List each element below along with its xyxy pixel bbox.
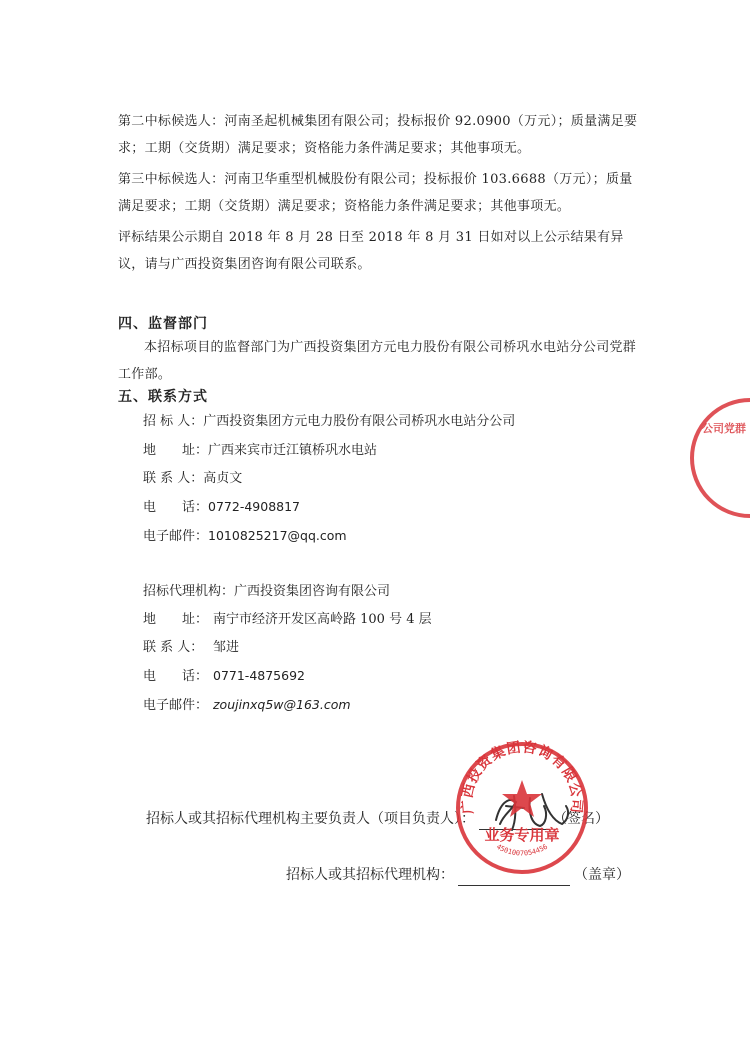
agency-email-label: 电子邮件： [143,698,209,713]
agency-phone-label: 电 话： [143,669,209,684]
stamp-line-prefix: 招标人或其招标代理机构： [286,867,454,883]
agency-address-row [143,609,432,631]
supervision-paragraph: 本招标项目的监督部门为广西投资集团方元电力股份有限公司桥巩水电站分公司党群工作部。 [118,340,637,382]
seal-sub-text: 业务专用章 [484,826,560,844]
svg-text:公司党群 [702,421,746,435]
signature-line-suffix: （签名） [553,811,609,827]
tenderer-address-row [143,440,377,462]
candidate-3-paragraph: 第三中标候选人：河南卫华重型机械股份有限公司；投标报价 103.6688（万元）；质量满足要求；工期（交货期）满足要求；资格能力条件满足要求；其他事项无。 [118,172,633,214]
agency-address-label: 地 址： [143,612,209,627]
section-4-heading: 四、监督部门 [118,316,208,332]
seal-number: 4501007054456 [494,842,550,858]
edge-seal-fragment [688,396,750,520]
agency-address: 南宁市经济开发区高岭路 100 号 4 层 [213,612,432,627]
publicity-period-paragraph: 评标结果公示期自 2018 年 8 月 28 日至 2018 年 8 月 31 日如对以上公示结果有异议，请与广西投资集团咨询有限公司联系。 [118,230,624,272]
agency-name: 广西投资集团咨询有限公司 [234,584,391,599]
tenderer-phone: 0772-4908817 [208,499,301,514]
agency-name-row [143,581,390,603]
agency-name-label: 招标代理机构： [143,584,235,599]
tenderer-contact-row [143,468,242,490]
tenderer-name-label: 招 标 人： [143,414,204,429]
tenderer-email-label: 电子邮件： [143,529,209,544]
tenderer-phone-row [143,496,300,518]
agency-phone-row [143,665,305,687]
svg-text:4501007054456 [495,843,549,858]
agency-phone: 0771-4875692 [213,668,305,683]
agency-contact-label: 联 系 人： [143,640,204,655]
tenderer-phone-label: 电 话： [143,500,209,515]
official-seal [452,738,592,878]
tenderer-name-row [143,411,515,433]
stamp-line-suffix: （盖章） [574,867,630,883]
agency-contact-row [143,637,239,659]
candidate-2-paragraph: 第二中标候选人：河南圣起机械集团有限公司；投标报价 92.0900（万元）；质量满足要求；工期（交货期）满足要求；资格能力条件满足要求；其他事项无。 [118,114,638,156]
tenderer-address-label: 地 址： [143,443,209,458]
tenderer-email: 1010825217@qq.com [208,528,347,543]
signature-line-prefix: 招标人或其招标代理机构主要负责人（项目负责人）： [146,811,475,827]
section-5-heading: 五、联系方式 [118,389,208,405]
agency-contact: 邹进 [213,640,240,655]
tenderer-email-row [143,525,347,547]
tenderer-address: 广西来宾市迁江镇桥巩水电站 [208,443,378,458]
tenderer-name: 广西投资集团方元电力股份有限公司桥巩水电站分公司 [203,414,516,429]
edge-seal-text: 公司党群 [702,422,746,435]
tenderer-contact-label: 联 系 人： [143,471,204,486]
agency-email: zoujinxq5w@163.com [213,697,351,712]
seal-ring-text: 广西投资集团咨询有限公司 [459,739,585,815]
tenderer-contact: 高贞文 [203,471,243,486]
agency-email-row [143,694,351,716]
